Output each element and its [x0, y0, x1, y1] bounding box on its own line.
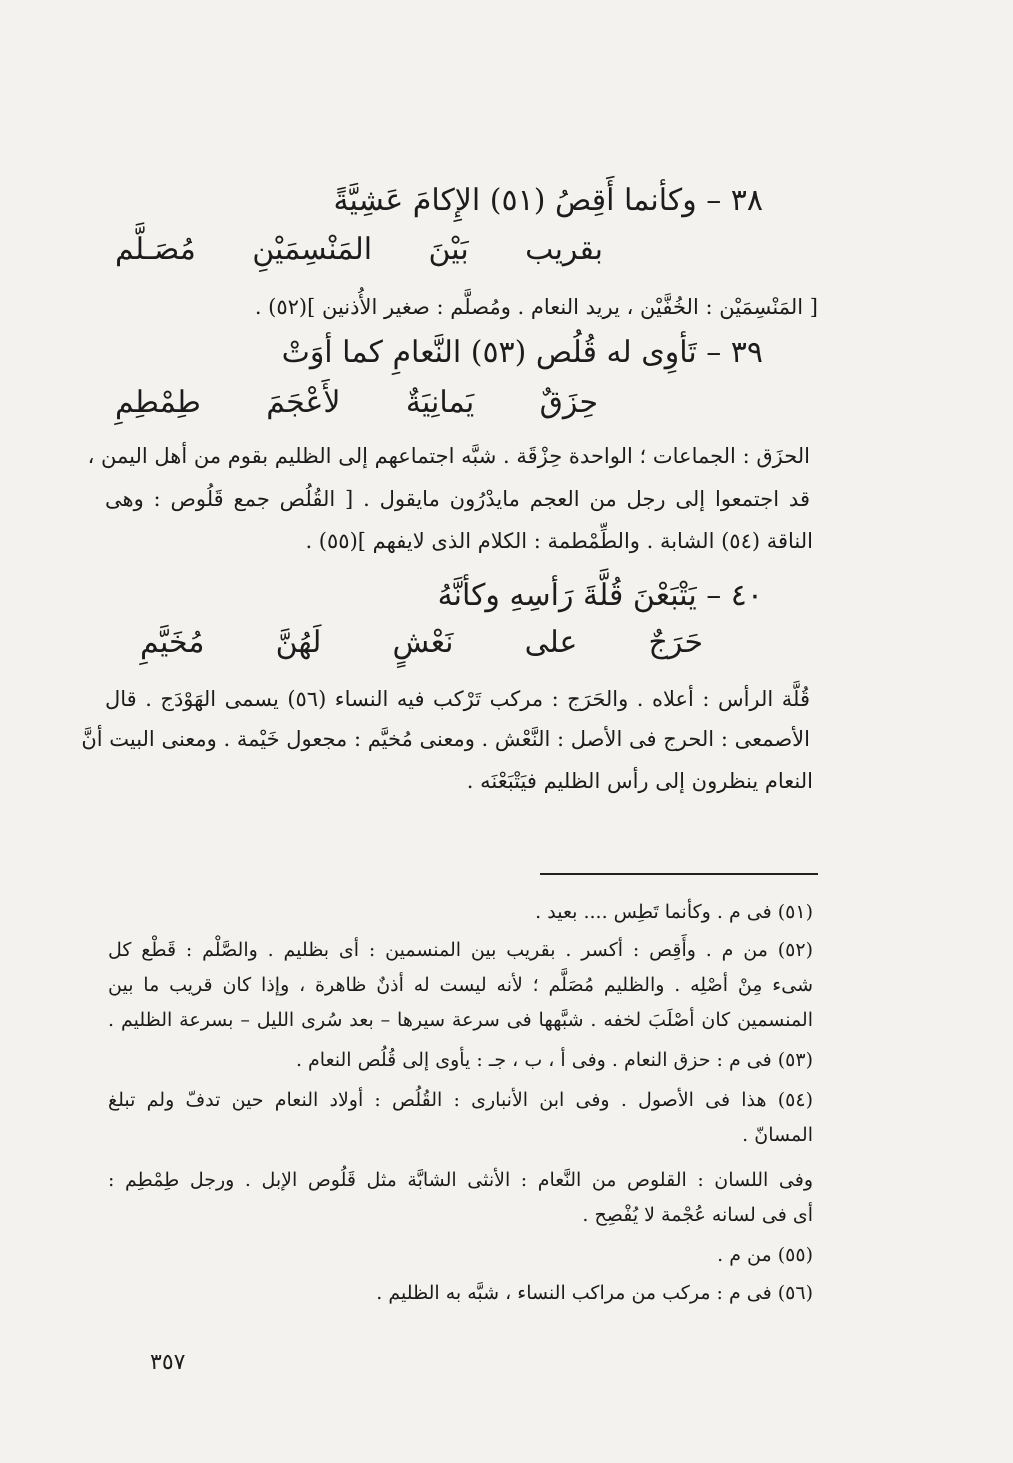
verse-word: مُخَيَّمِ	[140, 625, 205, 660]
footnote-separator	[540, 873, 818, 875]
verse-word: حِزَقٌ	[539, 385, 598, 420]
footnote-line: وفى اللسان : القلوص من النَّعام : الأنثى الشابَّة مثل قَلُوص الإبل . ورجل طِمْطِم :	[108, 1169, 813, 1191]
verse-word: لأَعْجَمَ	[266, 385, 341, 420]
footnote-line: المنسمين كان أصْلَبَ لخفه . شبَّهها فى سرعة سيرها – بعد سُرى الليل – بسرعة الظليم .	[108, 1009, 813, 1031]
commentary-39-line: الناقة (٥٤) الشابة . والطِّمْطمة : الكلام الذى لايفهم ](٥٥) .	[305, 529, 813, 553]
verse-word: على	[524, 625, 578, 660]
verse-word: لَهُنَّ	[275, 625, 322, 660]
verse-word: بَيْنَ	[428, 232, 469, 267]
footnote-line: (٥٢) من م . وأَقِص : أكسر . بقريب بين المنسمين : أى بظليم . والصَّلْم : قَطْع كل	[108, 939, 813, 961]
commentary-38-line: [ المَنْسِمَيْن : الخُفَّيْن ، يريد النعام . ومُصلَّم : صغير الأُذنين ](٥٢) .	[254, 295, 818, 319]
verse-word: نَعْشٍ	[392, 625, 454, 660]
verse-word: المَنْسِمَيْنِ	[252, 232, 373, 267]
commentary-40-line: النعام ينظرون إلى رأس الظليم فيَتْبَعْنَه .	[466, 769, 813, 793]
verse-40-line2	[140, 625, 703, 660]
footnote-line: المسانّ .	[742, 1124, 813, 1146]
verse-38-line1: ٣٨ – وكأنما أَقِصُ (٥١) الإِكامَ عَشِيَّةً	[333, 183, 763, 218]
verse-40-line1: ٤٠ – يَتْبَعْنَ قُلَّةَ رَأسِهِ وكأنَّهُ	[437, 578, 763, 613]
footnote-line: (٥٣) فى م : حزق النعام . وفى أ ، ب ، جـ : يأوى إلى قُلُص النعام .	[295, 1049, 813, 1071]
footnote-line: (٥٥) من م .	[717, 1244, 813, 1266]
verse-word: يَمانِيَةٌ	[405, 385, 475, 420]
commentary-40-line: قُلَّة الرأس : أعلاه . والحَرَج : مركب تَرْكب فيه النساء (٥٦) يسمى الهَوْدَج . قال	[105, 687, 811, 711]
commentary-40-line: الأصمعى : الحرج فى الأصل : النَّعْش . ومعنى مُخيَّم : مجعول خَيْمة . ومعنى البيت أنَّ	[81, 727, 810, 751]
page-number: ٣٥٧	[150, 1350, 186, 1375]
commentary-39-line: قد اجتمعوا إلى رجل من العجم مايدْرُون مايقول . [ القُلُص جمع قَلُوص : وهى	[105, 487, 810, 511]
verse-39-line2	[115, 385, 598, 420]
verse-39-line1: ٣٩ – تَأوِى له قُلُص (٥٣) النَّعامِ كما أوَتْ	[281, 335, 763, 370]
footnote-line: أى فى لسانه عُجْمة لا يُفْصِح .	[582, 1204, 813, 1226]
verse-word: بقريب	[525, 232, 603, 267]
footnote-line: (٥٦) فى م : مركب من مراكب النساء ، شبَّه به الظليم .	[376, 1282, 813, 1304]
verse-word: حَرَجٌ	[648, 625, 703, 660]
footnote-line: (٥١) فى م . وكأنما تَطِس .... بعيد .	[535, 901, 813, 923]
verse-38-line2	[115, 232, 603, 267]
verse-word: مُصَـلَّم	[115, 232, 196, 267]
verse-word: طِمْطِمِ	[115, 385, 201, 420]
footnote-line: (٥٤) هذا فى الأصول . وفى ابن الأنبارى : القُلُص : أولاد النعام حين تدفّ ولم تبلغ	[108, 1089, 813, 1111]
footnote-line: شىء مِنْ أصْلِه . والظليم مُصَلَّم ؛ لأنه ليست له أذنٌ ظاهرة ، وإذا كان قريب ما بين	[108, 974, 813, 996]
commentary-39-line: الحزَق : الجماعات ؛ الواحدة حِزْقَة . شبَّه اجتماعهم إلى الظليم بقوم من أهل اليمن ،	[87, 444, 810, 468]
